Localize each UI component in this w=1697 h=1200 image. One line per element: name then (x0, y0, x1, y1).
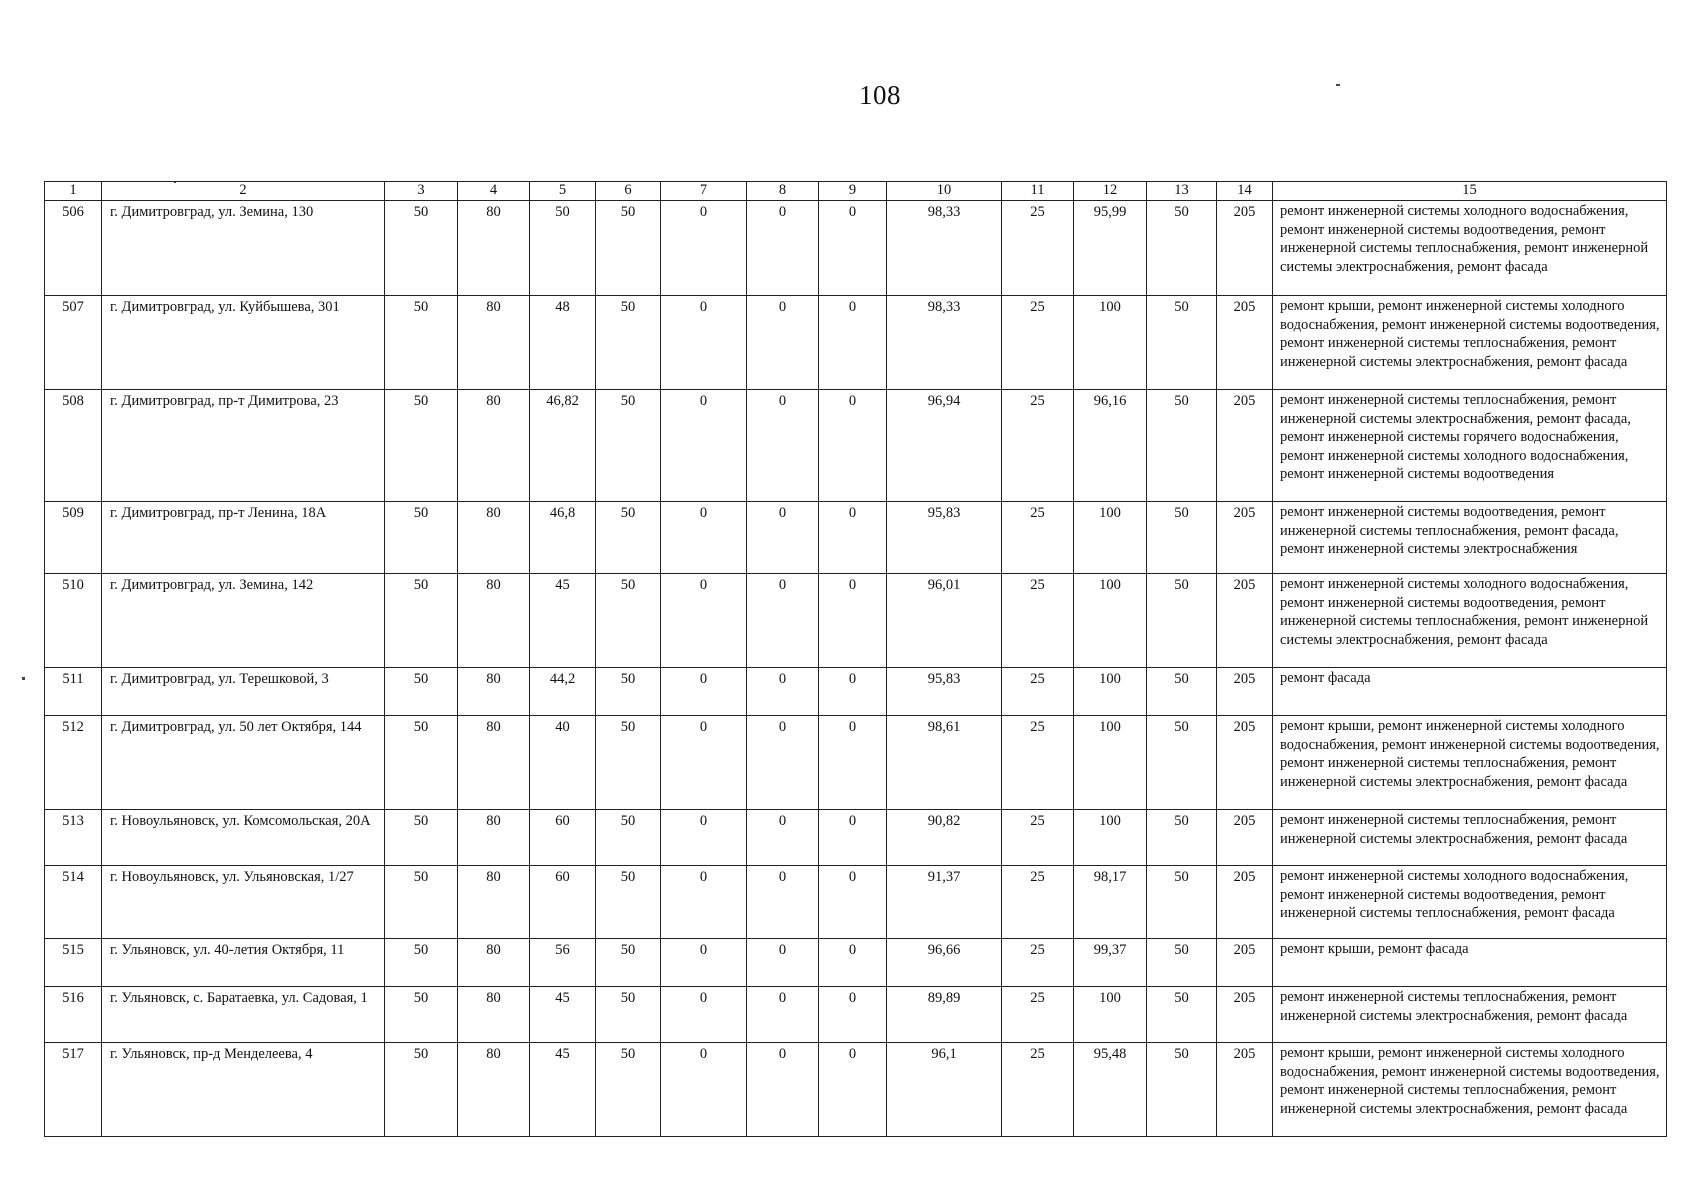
column-header: 3 (385, 182, 458, 201)
value-cell-c11: 25 (1002, 987, 1074, 1043)
address-cell: г. Ульяновск, с. Баратаевка, ул. Садовая, 1 (102, 987, 385, 1043)
value-cell-c12: 99,37 (1074, 939, 1147, 987)
value-cell-c12: 100 (1074, 716, 1147, 810)
value-cell-c11: 25 (1002, 390, 1074, 502)
value-cell-c3: 50 (385, 201, 458, 296)
value-cell-c12: 100 (1074, 502, 1147, 574)
value-cell-c12: 100 (1074, 574, 1147, 668)
works-cell: ремонт инженерной системы теплоснабжения, ремонт инженерной системы электроснабжения, ремонт фасада (1273, 987, 1667, 1043)
value-cell-c8: 0 (747, 716, 819, 810)
value-cell-c11: 25 (1002, 939, 1074, 987)
value-cell-c5: 40 (530, 716, 596, 810)
address-cell: г. Новоульяновск, ул. Комсомольская, 20А (102, 810, 385, 866)
value-cell-c7: 0 (661, 716, 747, 810)
row-number-cell: 512 (45, 716, 102, 810)
value-cell-c13: 50 (1147, 390, 1217, 502)
value-cell-c4: 80 (458, 201, 530, 296)
row-number-cell: 508 (45, 390, 102, 502)
value-cell-c7: 0 (661, 1043, 747, 1137)
value-cell-c10: 96,94 (887, 390, 1002, 502)
value-cell-c9: 0 (819, 201, 887, 296)
value-cell-c8: 0 (747, 939, 819, 987)
address-cell: г. Димитровград, ул. 50 лет Октября, 144 (102, 716, 385, 810)
column-header: 5 (530, 182, 596, 201)
value-cell-c14: 205 (1217, 296, 1273, 390)
value-cell-c7: 0 (661, 502, 747, 574)
row-number-cell: 507 (45, 296, 102, 390)
value-cell-c3: 50 (385, 390, 458, 502)
value-cell-c10: 90,82 (887, 810, 1002, 866)
address-cell: г. Димитровград, ул. Земина, 142 (102, 574, 385, 668)
value-cell-c8: 0 (747, 201, 819, 296)
value-cell-c6: 50 (596, 716, 661, 810)
value-cell-c14: 205 (1217, 939, 1273, 987)
value-cell-c6: 50 (596, 987, 661, 1043)
value-cell-c6: 50 (596, 939, 661, 987)
row-number-cell: 515 (45, 939, 102, 987)
value-cell-c7: 0 (661, 296, 747, 390)
value-cell-c11: 25 (1002, 1043, 1074, 1137)
value-cell-c14: 205 (1217, 390, 1273, 502)
value-cell-c14: 205 (1217, 866, 1273, 939)
value-cell-c11: 25 (1002, 668, 1074, 716)
works-cell: ремонт инженерной системы холодного водоснабжения, ремонт инженерной системы водоотведения, ремонт инженерной системы теплоснабжения, ремонт инженерной системы электроснабжения, ремонт фасада (1273, 574, 1667, 668)
value-cell-c4: 80 (458, 1043, 530, 1137)
value-cell-c13: 50 (1147, 866, 1217, 939)
value-cell-c12: 95,99 (1074, 201, 1147, 296)
value-cell-c14: 205 (1217, 668, 1273, 716)
value-cell-c3: 50 (385, 1043, 458, 1137)
value-cell-c12: 98,17 (1074, 866, 1147, 939)
column-header: 14 (1217, 182, 1273, 201)
value-cell-c6: 50 (596, 1043, 661, 1137)
value-cell-c9: 0 (819, 987, 887, 1043)
address-cell: г. Димитровград, пр-т Ленина, 18А (102, 502, 385, 574)
value-cell-c12: 96,16 (1074, 390, 1147, 502)
value-cell-c9: 0 (819, 390, 887, 502)
table-row (45, 296, 1667, 390)
value-cell-c10: 98,33 (887, 201, 1002, 296)
value-cell-c13: 50 (1147, 810, 1217, 866)
table-row (45, 716, 1667, 810)
repair-table (44, 181, 1667, 1137)
scan-speck (1336, 84, 1340, 86)
works-cell: ремонт инженерной системы теплоснабжения, ремонт инженерной системы электроснабжения, ремонт фасада (1273, 810, 1667, 866)
value-cell-c4: 80 (458, 866, 530, 939)
value-cell-c9: 0 (819, 1043, 887, 1137)
address-cell: г. Димитровград, ул. Куйбышева, 301 (102, 296, 385, 390)
value-cell-c3: 50 (385, 987, 458, 1043)
column-header: 6 (596, 182, 661, 201)
value-cell-c14: 205 (1217, 987, 1273, 1043)
value-cell-c3: 50 (385, 866, 458, 939)
value-cell-c4: 80 (458, 390, 530, 502)
value-cell-c10: 95,83 (887, 668, 1002, 716)
table-row (45, 1043, 1667, 1137)
value-cell-c9: 0 (819, 939, 887, 987)
value-cell-c8: 0 (747, 390, 819, 502)
value-cell-c7: 0 (661, 866, 747, 939)
value-cell-c10: 98,33 (887, 296, 1002, 390)
row-number-cell: 510 (45, 574, 102, 668)
value-cell-c14: 205 (1217, 810, 1273, 866)
value-cell-c9: 0 (819, 574, 887, 668)
value-cell-c10: 98,61 (887, 716, 1002, 810)
column-header: 2 (102, 182, 385, 201)
value-cell-c5: 48 (530, 296, 596, 390)
column-header: 7 (661, 182, 747, 201)
value-cell-c11: 25 (1002, 296, 1074, 390)
value-cell-c5: 60 (530, 866, 596, 939)
column-header: 4 (458, 182, 530, 201)
table-row (45, 987, 1667, 1043)
value-cell-c13: 50 (1147, 939, 1217, 987)
value-cell-c4: 80 (458, 502, 530, 574)
value-cell-c11: 25 (1002, 716, 1074, 810)
value-cell-c9: 0 (819, 866, 887, 939)
value-cell-c3: 50 (385, 939, 458, 987)
value-cell-c9: 0 (819, 716, 887, 810)
works-cell: ремонт инженерной системы холодного водоснабжения, ремонт инженерной системы водоотведения, ремонт инженерной системы теплоснабжения, ремонт инженерной системы электроснабжения, ремонт фасада (1273, 201, 1667, 296)
address-cell: г. Димитровград, ул. Земина, 130 (102, 201, 385, 296)
value-cell-c3: 50 (385, 296, 458, 390)
value-cell-c13: 50 (1147, 1043, 1217, 1137)
value-cell-c10: 96,66 (887, 939, 1002, 987)
column-header: 9 (819, 182, 887, 201)
value-cell-c6: 50 (596, 502, 661, 574)
value-cell-c6: 50 (596, 296, 661, 390)
works-cell: ремонт крыши, ремонт инженерной системы холодного водоснабжения, ремонт инженерной системы водоотведения, ремонт инженерной системы теплоснабжения, ремонт инженерной системы электроснабжения, ремонт фасада (1273, 716, 1667, 810)
value-cell-c8: 0 (747, 810, 819, 866)
column-header: 12 (1074, 182, 1147, 201)
column-header: 10 (887, 182, 1002, 201)
row-number-cell: 513 (45, 810, 102, 866)
value-cell-c4: 80 (458, 574, 530, 668)
value-cell-c3: 50 (385, 574, 458, 668)
value-cell-c13: 50 (1147, 296, 1217, 390)
value-cell-c3: 50 (385, 810, 458, 866)
value-cell-c5: 45 (530, 574, 596, 668)
value-cell-c13: 50 (1147, 201, 1217, 296)
value-cell-c12: 100 (1074, 668, 1147, 716)
repair-table-container (44, 181, 1667, 1137)
column-header: 1 (45, 182, 102, 201)
value-cell-c7: 0 (661, 390, 747, 502)
table-row (45, 866, 1667, 939)
value-cell-c6: 50 (596, 574, 661, 668)
value-cell-c5: 45 (530, 987, 596, 1043)
value-cell-c6: 50 (596, 668, 661, 716)
table-row (45, 574, 1667, 668)
works-cell: ремонт крыши, ремонт инженерной системы холодного водоснабжения, ремонт инженерной системы водоотведения, ремонт инженерной системы теплоснабжения, ремонт инженерной системы электроснабжения, ремонт фасада (1273, 1043, 1667, 1137)
value-cell-c13: 50 (1147, 574, 1217, 668)
address-cell: г. Димитровград, пр-т Димитрова, 23 (102, 390, 385, 502)
value-cell-c5: 60 (530, 810, 596, 866)
value-cell-c6: 50 (596, 810, 661, 866)
value-cell-c4: 80 (458, 810, 530, 866)
value-cell-c12: 95,48 (1074, 1043, 1147, 1137)
table-header-row (45, 182, 1667, 201)
table-row (45, 502, 1667, 574)
value-cell-c9: 0 (819, 810, 887, 866)
column-header: 11 (1002, 182, 1074, 201)
value-cell-c13: 50 (1147, 987, 1217, 1043)
value-cell-c10: 95,83 (887, 502, 1002, 574)
value-cell-c6: 50 (596, 390, 661, 502)
row-number-cell: 516 (45, 987, 102, 1043)
value-cell-c8: 0 (747, 296, 819, 390)
table-row (45, 390, 1667, 502)
value-cell-c13: 50 (1147, 502, 1217, 574)
row-number-cell: 506 (45, 201, 102, 296)
value-cell-c6: 50 (596, 866, 661, 939)
value-cell-c7: 0 (661, 201, 747, 296)
value-cell-c14: 205 (1217, 716, 1273, 810)
value-cell-c3: 50 (385, 502, 458, 574)
value-cell-c10: 91,37 (887, 866, 1002, 939)
value-cell-c9: 0 (819, 296, 887, 390)
value-cell-c9: 0 (819, 502, 887, 574)
value-cell-c13: 50 (1147, 668, 1217, 716)
table-row (45, 668, 1667, 716)
works-cell: ремонт инженерной системы теплоснабжения, ремонт инженерной системы электроснабжения, ремонт фасада, ремонт инженерной системы горячего водоснабжения, ремонт инженерной системы холодного водоснабжения, ремонт инженерной системы водоотведения (1273, 390, 1667, 502)
value-cell-c3: 50 (385, 668, 458, 716)
column-header: 15 (1273, 182, 1667, 201)
value-cell-c8: 0 (747, 866, 819, 939)
value-cell-c14: 205 (1217, 201, 1273, 296)
scan-speck (22, 677, 25, 680)
table-row (45, 810, 1667, 866)
works-cell: ремонт крыши, ремонт инженерной системы холодного водоснабжения, ремонт инженерной системы водоотведения, ремонт инженерной системы теплоснабжения, ремонт инженерной системы электроснабжения, ремонт фасада (1273, 296, 1667, 390)
row-number-cell: 511 (45, 668, 102, 716)
value-cell-c7: 0 (661, 810, 747, 866)
address-cell: г. Новоульяновск, ул. Ульяновская, 1/27 (102, 866, 385, 939)
value-cell-c11: 25 (1002, 810, 1074, 866)
value-cell-c5: 45 (530, 1043, 596, 1137)
value-cell-c12: 100 (1074, 810, 1147, 866)
value-cell-c14: 205 (1217, 502, 1273, 574)
value-cell-c4: 80 (458, 668, 530, 716)
value-cell-c5: 50 (530, 201, 596, 296)
value-cell-c5: 56 (530, 939, 596, 987)
row-number-cell: 517 (45, 1043, 102, 1137)
value-cell-c5: 46,8 (530, 502, 596, 574)
table-row (45, 201, 1667, 296)
value-cell-c9: 0 (819, 668, 887, 716)
works-cell: ремонт фасада (1273, 668, 1667, 716)
row-number-cell: 509 (45, 502, 102, 574)
value-cell-c8: 0 (747, 987, 819, 1043)
value-cell-c13: 50 (1147, 716, 1217, 810)
value-cell-c11: 25 (1002, 866, 1074, 939)
value-cell-c5: 46,82 (530, 390, 596, 502)
value-cell-c8: 0 (747, 502, 819, 574)
value-cell-c10: 96,01 (887, 574, 1002, 668)
value-cell-c7: 0 (661, 668, 747, 716)
value-cell-c11: 25 (1002, 201, 1074, 296)
works-cell: ремонт крыши, ремонт фасада (1273, 939, 1667, 987)
address-cell: г. Ульяновск, ул. 40-летия Октября, 11 (102, 939, 385, 987)
value-cell-c5: 44,2 (530, 668, 596, 716)
value-cell-c10: 96,1 (887, 1043, 1002, 1137)
page-number: 108 (859, 80, 901, 110)
row-number-cell: 514 (45, 866, 102, 939)
value-cell-c12: 100 (1074, 296, 1147, 390)
column-header: 8 (747, 182, 819, 201)
column-header: 13 (1147, 182, 1217, 201)
value-cell-c4: 80 (458, 296, 530, 390)
value-cell-c6: 50 (596, 201, 661, 296)
value-cell-c7: 0 (661, 574, 747, 668)
value-cell-c11: 25 (1002, 574, 1074, 668)
value-cell-c8: 0 (747, 574, 819, 668)
value-cell-c8: 0 (747, 1043, 819, 1137)
value-cell-c11: 25 (1002, 502, 1074, 574)
value-cell-c14: 205 (1217, 574, 1273, 668)
address-cell: г. Димитровград, ул. Терешковой, 3 (102, 668, 385, 716)
value-cell-c14: 205 (1217, 1043, 1273, 1137)
value-cell-c12: 100 (1074, 987, 1147, 1043)
table-row (45, 939, 1667, 987)
works-cell: ремонт инженерной системы водоотведения, ремонт инженерной системы теплоснабжения, ремонт фасада, ремонт инженерной системы электроснабжения (1273, 502, 1667, 574)
value-cell-c8: 0 (747, 668, 819, 716)
value-cell-c7: 0 (661, 987, 747, 1043)
works-cell: ремонт инженерной системы холодного водоснабжения, ремонт инженерной системы водоотведения, ремонт инженерной системы теплоснабжения, ремонт фасада (1273, 866, 1667, 939)
value-cell-c4: 80 (458, 939, 530, 987)
address-cell: г. Ульяновск, пр-д Менделеева, 4 (102, 1043, 385, 1137)
value-cell-c3: 50 (385, 716, 458, 810)
value-cell-c7: 0 (661, 939, 747, 987)
value-cell-c10: 89,89 (887, 987, 1002, 1043)
value-cell-c4: 80 (458, 716, 530, 810)
value-cell-c4: 80 (458, 987, 530, 1043)
